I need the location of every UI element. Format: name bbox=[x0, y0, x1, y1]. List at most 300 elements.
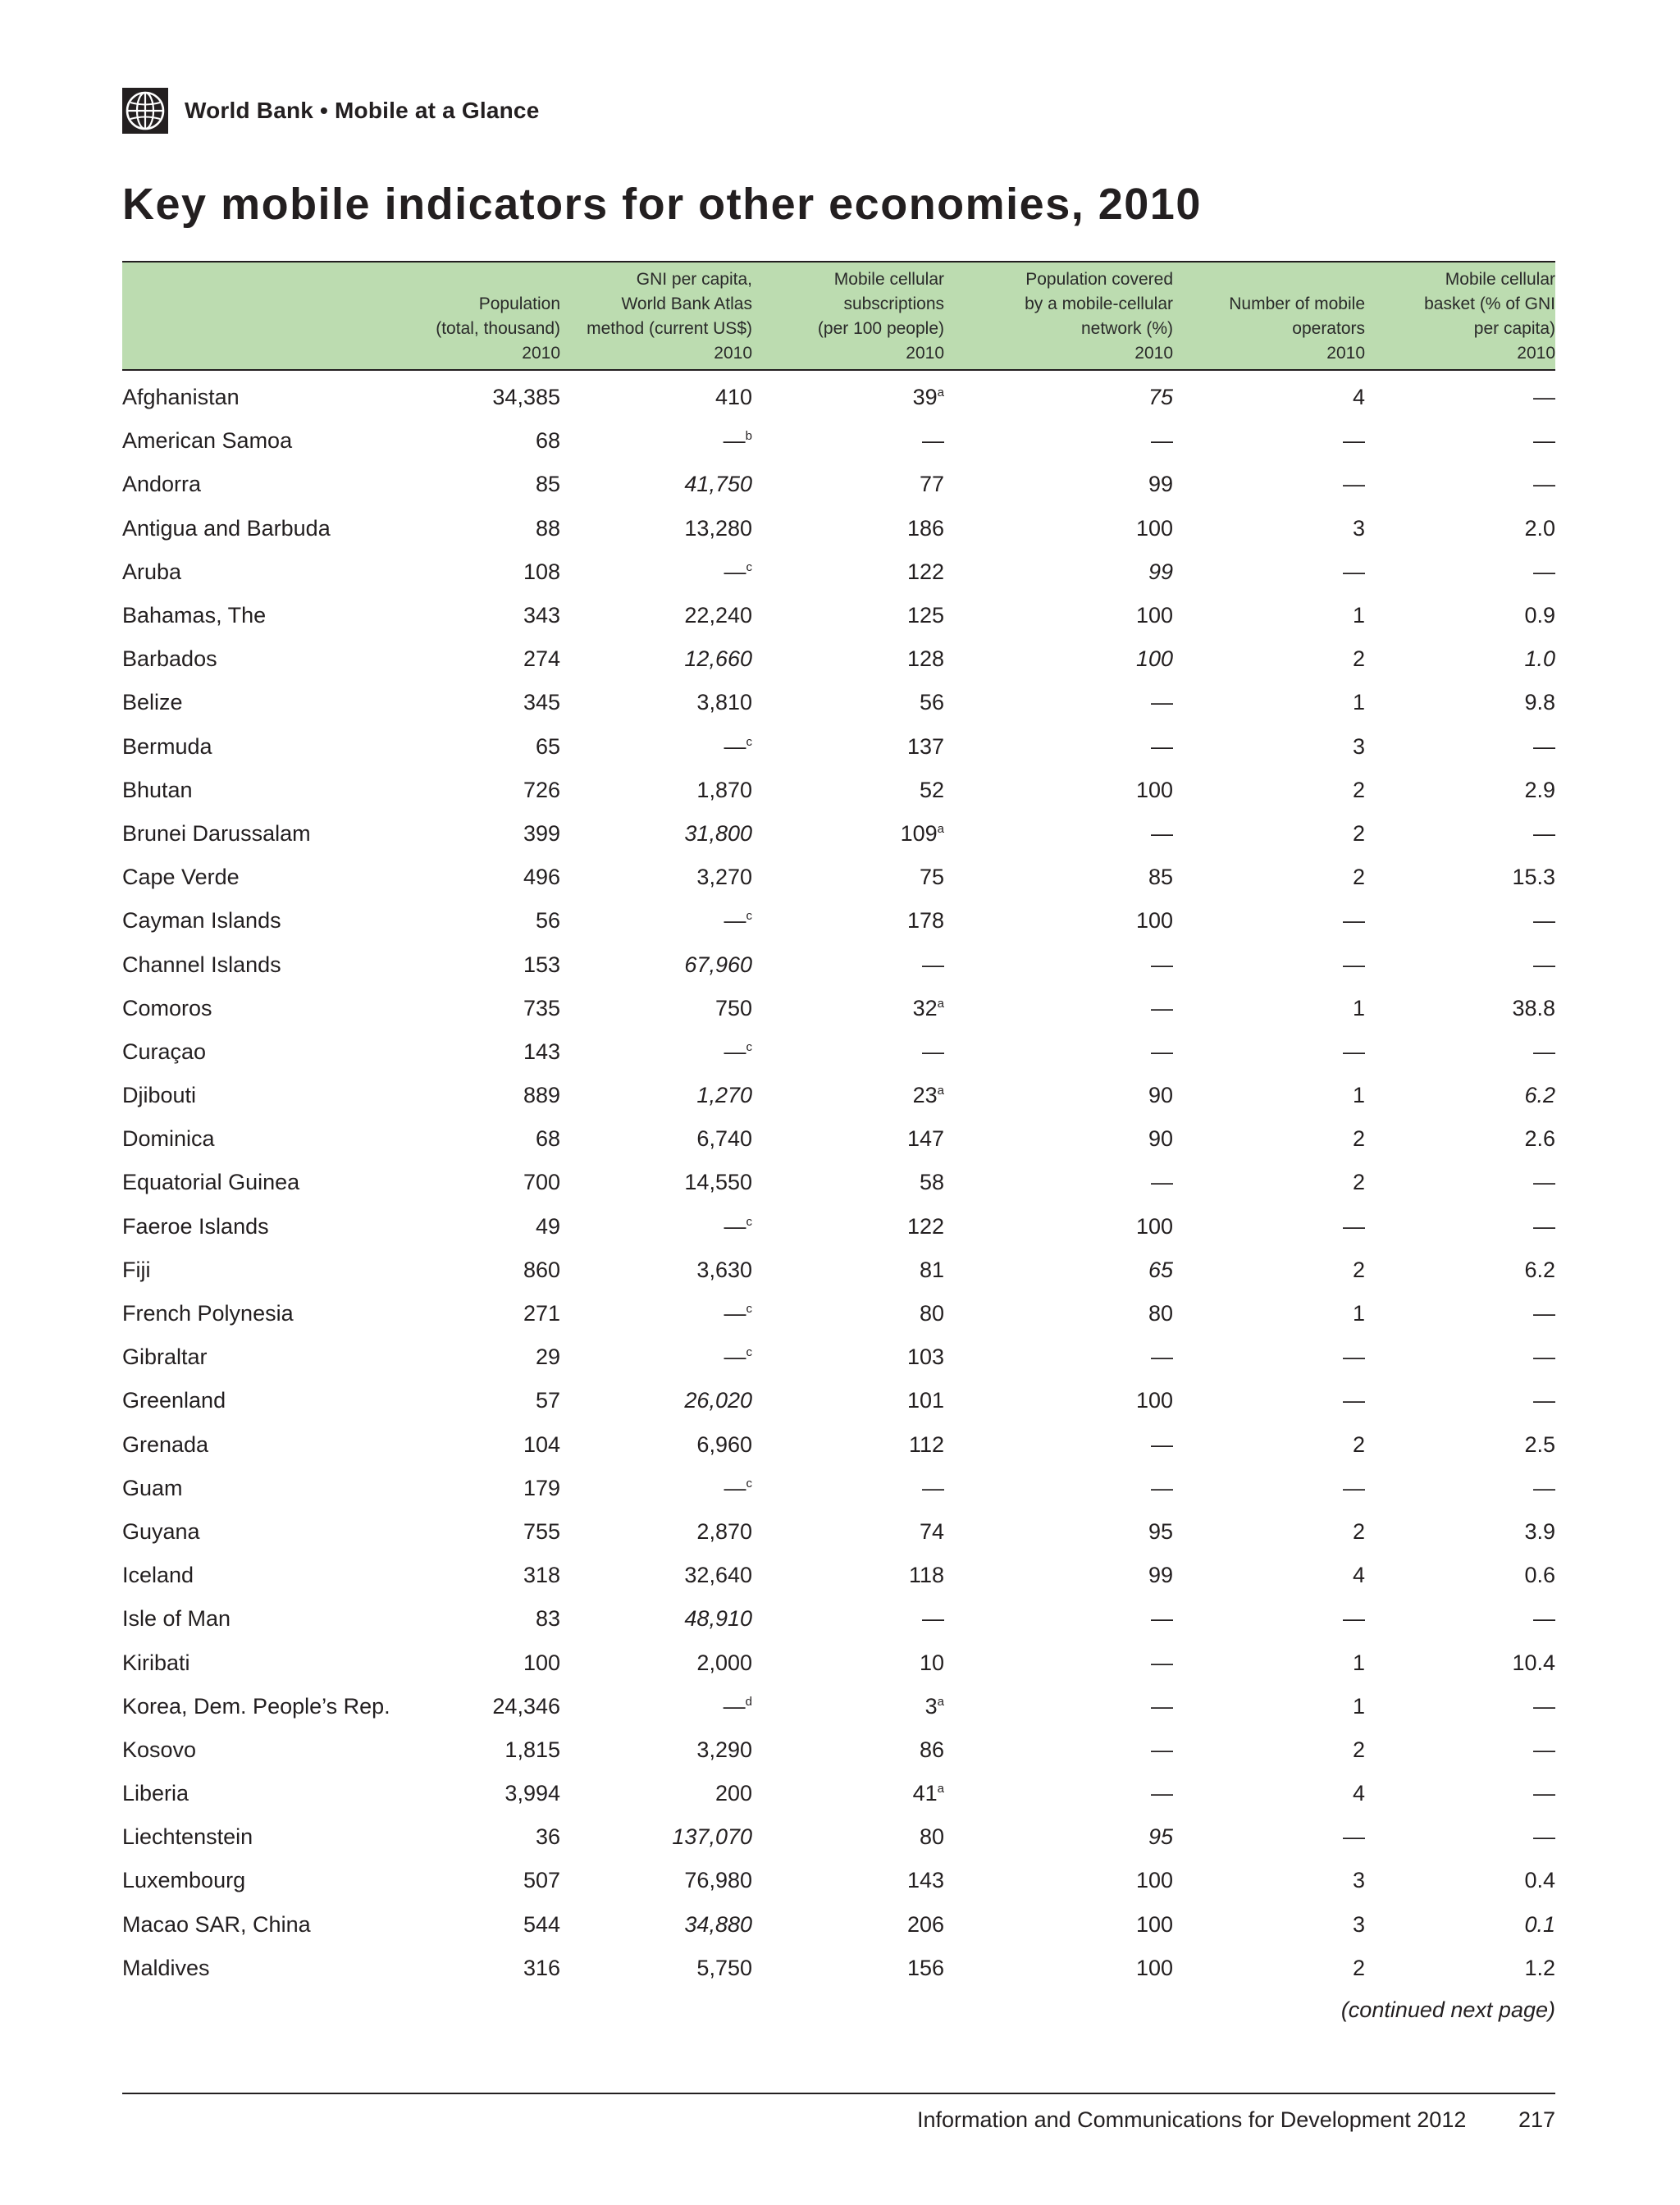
cell-network-coverage: 80 bbox=[1148, 1301, 1173, 1326]
cell-mobile-operators: — bbox=[1343, 1344, 1365, 1370]
cell-network-coverage: 100 bbox=[1135, 646, 1173, 672]
table-header-row bbox=[122, 262, 1555, 370]
cell-mobile-subscriptions: 143 bbox=[906, 1868, 944, 1893]
cell-population: 700 bbox=[523, 1170, 560, 1195]
cell-network-coverage: 99 bbox=[1148, 1563, 1173, 1588]
cell-economy: Korea, Dem. People’s Rep. bbox=[122, 1693, 390, 1719]
cell-mobile-basket: — bbox=[1533, 1388, 1555, 1413]
cell-mobile-subscriptions: 56 bbox=[919, 690, 944, 715]
cell-gni-per-capita: —$^c$ bbox=[724, 1475, 752, 1500]
cell-network-coverage: — bbox=[1151, 1344, 1173, 1370]
cell-mobile-basket: — bbox=[1533, 1693, 1555, 1719]
table-row bbox=[122, 463, 1555, 506]
cell-mobile-operators: 1 bbox=[1352, 603, 1365, 628]
cell-mobile-subscriptions: 147 bbox=[906, 1126, 944, 1152]
table-row bbox=[122, 1292, 1555, 1335]
cell-gni-per-capita: 3,810 bbox=[696, 690, 752, 715]
cell-economy: Kiribati bbox=[122, 1650, 190, 1675]
cell-population: 496 bbox=[523, 865, 560, 890]
cell-mobile-basket: — bbox=[1533, 1039, 1555, 1064]
cell-network-coverage: — bbox=[1151, 1431, 1173, 1457]
footnote-marker: a bbox=[937, 1084, 944, 1098]
table-row bbox=[122, 419, 1555, 463]
cell-gni-per-capita: 2,000 bbox=[696, 1650, 752, 1675]
column-header-line: Mobile cellular bbox=[1445, 270, 1555, 289]
cell-gni-per-capita: 12,660 bbox=[684, 646, 752, 672]
cell-economy: Macao SAR, China bbox=[122, 1911, 311, 1937]
cell-economy: Faeroe Islands bbox=[122, 1213, 269, 1239]
cell-economy: Equatorial Guinea bbox=[122, 1170, 300, 1195]
cell-mobile-basket: — bbox=[1533, 1213, 1555, 1239]
column-header-line: 2010 bbox=[522, 344, 560, 363]
cell-economy: Guyana bbox=[122, 1518, 200, 1544]
footnote-marker: c bbox=[746, 1214, 752, 1229]
table-row bbox=[122, 594, 1555, 637]
cell-mobile-basket: 0.1 bbox=[1524, 1911, 1555, 1937]
page-title: Key mobile indicators for other economies, 2010 bbox=[122, 180, 1202, 229]
cell-mobile-subscriptions: 3$^a$ bbox=[924, 1693, 944, 1719]
cell-economy: Andorra bbox=[122, 472, 202, 497]
cell-mobile-subscriptions: 80 bbox=[919, 1301, 944, 1326]
column-header-line: Population covered bbox=[1025, 270, 1173, 289]
cell-network-coverage: 100 bbox=[1135, 603, 1173, 628]
cell-population: 274 bbox=[523, 646, 560, 672]
cell-gni-per-capita: 410 bbox=[714, 385, 752, 410]
cell-mobile-basket: — bbox=[1533, 1344, 1555, 1370]
table-row bbox=[122, 769, 1555, 812]
table-row bbox=[122, 1074, 1555, 1117]
cell-network-coverage: — bbox=[1151, 1781, 1173, 1806]
cell-mobile-operators: 2 bbox=[1352, 1737, 1365, 1762]
cell-network-coverage: — bbox=[1151, 428, 1173, 454]
table-row bbox=[122, 812, 1555, 856]
cell-population: 65 bbox=[535, 733, 560, 759]
column-header-line: Mobile cellular bbox=[833, 270, 944, 289]
table-row bbox=[122, 1815, 1555, 1859]
column-header-line: operators bbox=[1292, 319, 1365, 338]
footnote-marker: a bbox=[937, 386, 944, 400]
cell-population: 29 bbox=[535, 1344, 560, 1370]
footer-publication: Information and Communications for Development 2012 bbox=[917, 2107, 1467, 2132]
cell-mobile-basket: — bbox=[1533, 1737, 1555, 1762]
table-row bbox=[122, 899, 1555, 943]
table-row bbox=[122, 987, 1555, 1030]
column-header-line: World Bank Atlas bbox=[621, 294, 752, 313]
cell-population: 316 bbox=[523, 1955, 560, 1980]
cell-economy: Kosovo bbox=[122, 1737, 197, 1762]
cell-network-coverage: — bbox=[1151, 1475, 1173, 1500]
cell-mobile-basket: — bbox=[1533, 1475, 1555, 1500]
cell-population: 108 bbox=[523, 559, 560, 584]
cell-mobile-basket: 1.2 bbox=[1524, 1955, 1555, 1980]
cell-mobile-operators: — bbox=[1343, 1388, 1365, 1413]
cell-mobile-basket: 1.0 bbox=[1524, 646, 1555, 672]
footnote-marker: c bbox=[746, 734, 752, 749]
cell-mobile-basket: — bbox=[1533, 428, 1555, 454]
cell-population: 755 bbox=[523, 1518, 560, 1544]
column-header-mobile-operators bbox=[1173, 262, 1365, 370]
cell-network-coverage: 100 bbox=[1135, 1911, 1173, 1937]
cell-gni-per-capita: —$^b$ bbox=[723, 428, 752, 454]
cell-mobile-subscriptions: 52 bbox=[919, 777, 944, 802]
cell-mobile-operators: 4 bbox=[1352, 1563, 1365, 1588]
cell-population: 49 bbox=[535, 1213, 560, 1239]
cell-mobile-subscriptions: 125 bbox=[906, 603, 944, 628]
cell-gni-per-capita: 26,020 bbox=[684, 1388, 752, 1413]
cell-mobile-basket: 2.5 bbox=[1524, 1431, 1555, 1457]
table-body bbox=[122, 370, 1555, 1990]
cell-economy: Barbados bbox=[122, 646, 217, 672]
cell-mobile-subscriptions: 118 bbox=[908, 1563, 944, 1588]
cell-gni-per-capita: 3,270 bbox=[696, 865, 752, 890]
cell-gni-per-capita: 67,960 bbox=[684, 952, 752, 977]
table-row bbox=[122, 1903, 1555, 1947]
indicators-table bbox=[122, 261, 1555, 1990]
page-number: 217 bbox=[1518, 2107, 1555, 2132]
cell-population: 860 bbox=[523, 1257, 560, 1282]
cell-network-coverage: 100 bbox=[1135, 515, 1173, 541]
cell-economy: Cape Verde bbox=[122, 865, 240, 890]
cell-mobile-operators: 1 bbox=[1352, 1301, 1365, 1326]
cell-economy: Brunei Darussalam bbox=[122, 820, 311, 846]
cell-economy: Bermuda bbox=[122, 733, 212, 759]
cell-population: 68 bbox=[535, 428, 560, 454]
cell-network-coverage: 95 bbox=[1148, 1518, 1173, 1544]
cell-mobile-operators: — bbox=[1343, 1475, 1365, 1500]
footnote-marker: c bbox=[746, 1476, 752, 1491]
column-header-line: (per 100 people) bbox=[817, 319, 944, 338]
cell-mobile-basket: — bbox=[1533, 1606, 1555, 1632]
table-row bbox=[122, 1554, 1555, 1597]
cell-economy: Gibraltar bbox=[122, 1344, 208, 1370]
cell-network-coverage: — bbox=[1151, 995, 1173, 1020]
cell-population: 104 bbox=[523, 1431, 560, 1457]
cell-network-coverage: 85 bbox=[1148, 865, 1173, 890]
cell-economy: Bahamas, The bbox=[122, 603, 267, 628]
cell-gni-per-capita: —$^c$ bbox=[724, 1039, 752, 1064]
cell-economy: Fiji bbox=[122, 1257, 151, 1282]
cell-gni-per-capita: 41,750 bbox=[684, 472, 752, 497]
column-header-line: network (%) bbox=[1080, 319, 1173, 338]
cell-mobile-basket: 10.4 bbox=[1512, 1650, 1555, 1675]
cell-economy: Iceland bbox=[122, 1563, 194, 1588]
cell-gni-per-capita: —$^c$ bbox=[724, 733, 752, 759]
cell-mobile-basket: 0.9 bbox=[1524, 603, 1555, 628]
cell-gni-per-capita: 1,870 bbox=[696, 777, 752, 802]
cell-mobile-basket: 9.8 bbox=[1524, 690, 1555, 715]
cell-mobile-subscriptions: — bbox=[922, 1606, 944, 1632]
cell-gni-per-capita: 1,270 bbox=[696, 1083, 752, 1108]
cell-network-coverage: — bbox=[1151, 1039, 1173, 1064]
cell-population: 153 bbox=[523, 952, 560, 977]
cell-mobile-basket: — bbox=[1533, 472, 1555, 497]
column-header-line: per capita) bbox=[1473, 319, 1555, 338]
cell-economy: Channel Islands bbox=[122, 952, 281, 977]
cell-mobile-operators: 2 bbox=[1352, 1955, 1365, 1980]
cell-network-coverage: — bbox=[1151, 1606, 1173, 1632]
footnote-marker: a bbox=[937, 996, 944, 1011]
cell-economy: Cayman Islands bbox=[122, 908, 281, 934]
cell-network-coverage: — bbox=[1151, 733, 1173, 759]
cell-gni-per-capita: 14,550 bbox=[684, 1170, 752, 1195]
table-row bbox=[122, 1859, 1555, 1902]
cell-network-coverage: — bbox=[1151, 820, 1173, 846]
cell-population: 726 bbox=[523, 777, 560, 802]
column-header-line: method (current US$) bbox=[587, 319, 752, 338]
running-header bbox=[122, 88, 539, 134]
cell-network-coverage: 95 bbox=[1148, 1824, 1173, 1850]
cell-mobile-operators: — bbox=[1343, 1213, 1365, 1239]
footnote-marker: c bbox=[746, 1302, 752, 1317]
cell-population: 36 bbox=[535, 1824, 560, 1850]
cell-gni-per-capita: 48,910 bbox=[684, 1606, 752, 1632]
cell-economy: Curaçao bbox=[122, 1039, 207, 1064]
table-row bbox=[122, 637, 1555, 681]
cell-mobile-subscriptions: 122 bbox=[906, 559, 944, 584]
table-row bbox=[122, 681, 1555, 724]
table-row bbox=[122, 1030, 1555, 1074]
column-header-line: subscriptions bbox=[843, 294, 944, 313]
cell-mobile-basket: 0.4 bbox=[1524, 1868, 1555, 1893]
cell-mobile-subscriptions: 75 bbox=[919, 865, 944, 890]
cell-economy: Maldives bbox=[122, 1955, 210, 1980]
cell-mobile-basket: 15.3 bbox=[1512, 865, 1555, 890]
cell-gni-per-capita: 137,070 bbox=[672, 1824, 752, 1850]
cell-mobile-subscriptions: 101 bbox=[906, 1388, 944, 1413]
cell-mobile-basket: 2.6 bbox=[1524, 1126, 1555, 1152]
cell-mobile-operators: — bbox=[1343, 428, 1365, 454]
table-row bbox=[122, 943, 1555, 986]
cell-economy: Afghanistan bbox=[122, 385, 240, 410]
cell-mobile-operators: — bbox=[1343, 559, 1365, 584]
cell-mobile-subscriptions: 86 bbox=[919, 1737, 944, 1762]
cell-gni-per-capita: 13,280 bbox=[684, 515, 752, 541]
cell-economy: Grenada bbox=[122, 1431, 209, 1457]
cell-mobile-operators: 1 bbox=[1352, 995, 1365, 1020]
cell-mobile-operators: — bbox=[1343, 1039, 1365, 1064]
cell-population: 343 bbox=[523, 603, 560, 628]
cell-mobile-operators: 2 bbox=[1352, 1431, 1365, 1457]
cell-gni-per-capita: 34,880 bbox=[684, 1911, 752, 1937]
cell-economy: Greenland bbox=[122, 1388, 226, 1413]
cell-mobile-basket: — bbox=[1533, 733, 1555, 759]
cell-network-coverage: — bbox=[1151, 1650, 1173, 1675]
cell-mobile-basket: 2.9 bbox=[1524, 777, 1555, 802]
cell-economy: French Polynesia bbox=[122, 1301, 294, 1326]
cell-mobile-subscriptions: 23$^a$ bbox=[912, 1083, 944, 1108]
cell-population: 68 bbox=[535, 1126, 560, 1152]
table-row bbox=[122, 1335, 1555, 1379]
cell-network-coverage: 100 bbox=[1135, 1213, 1173, 1239]
table-row bbox=[122, 370, 1555, 419]
cell-economy: Liechtenstein bbox=[122, 1824, 253, 1850]
cell-mobile-subscriptions: 137 bbox=[906, 733, 944, 759]
table-row bbox=[122, 1772, 1555, 1815]
cell-mobile-basket: 38.8 bbox=[1512, 995, 1555, 1020]
cell-population: 318 bbox=[523, 1563, 560, 1588]
cell-economy: Bhutan bbox=[122, 777, 193, 802]
cell-network-coverage: — bbox=[1151, 1737, 1173, 1762]
cell-network-coverage: 100 bbox=[1135, 1388, 1173, 1413]
footnote-marker: c bbox=[746, 1039, 752, 1054]
column-header-line: Population bbox=[478, 294, 560, 313]
cell-mobile-subscriptions: 74 bbox=[919, 1518, 944, 1544]
cell-network-coverage: — bbox=[1151, 1693, 1173, 1719]
table-row bbox=[122, 1467, 1555, 1510]
column-header-economy bbox=[122, 262, 380, 370]
cell-mobile-operators: 3 bbox=[1352, 515, 1365, 541]
cell-mobile-subscriptions: 81 bbox=[919, 1257, 944, 1282]
footnote-marker: b bbox=[745, 429, 752, 444]
cell-population: 143 bbox=[523, 1039, 560, 1064]
cell-gni-per-capita: 3,290 bbox=[696, 1737, 752, 1762]
cell-mobile-basket: — bbox=[1533, 1781, 1555, 1806]
cell-mobile-operators: 1 bbox=[1352, 1693, 1365, 1719]
column-header-line: 2010 bbox=[1134, 344, 1173, 363]
column-header-population bbox=[380, 262, 560, 370]
cell-population: 507 bbox=[523, 1868, 560, 1893]
cell-gni-per-capita: —$^c$ bbox=[724, 559, 752, 584]
cell-economy: Belize bbox=[122, 690, 183, 715]
cell-mobile-subscriptions: 122 bbox=[906, 1213, 944, 1239]
cell-mobile-operators: — bbox=[1343, 1824, 1365, 1850]
cell-mobile-operators: 2 bbox=[1352, 1126, 1365, 1152]
cell-mobile-operators: 2 bbox=[1352, 1257, 1365, 1282]
cell-mobile-subscriptions: 77 bbox=[919, 472, 944, 497]
cell-economy: American Samoa bbox=[122, 428, 293, 454]
table-row bbox=[122, 550, 1555, 594]
cell-mobile-subscriptions: — bbox=[922, 952, 944, 977]
cell-mobile-operators: — bbox=[1343, 908, 1365, 934]
table-row bbox=[122, 1728, 1555, 1772]
cell-gni-per-capita: 76,980 bbox=[684, 1868, 752, 1893]
cell-population: 24,346 bbox=[492, 1693, 560, 1719]
cell-gni-per-capita: 6,740 bbox=[696, 1126, 752, 1152]
cell-network-coverage: 99 bbox=[1148, 559, 1173, 584]
footnote-marker: a bbox=[937, 1694, 944, 1709]
cell-mobile-subscriptions: 32$^a$ bbox=[912, 995, 944, 1020]
cell-mobile-basket: — bbox=[1533, 385, 1555, 410]
cell-population: 100 bbox=[523, 1650, 560, 1675]
table-row bbox=[122, 725, 1555, 769]
cell-gni-per-capita: 32,640 bbox=[684, 1563, 752, 1588]
cell-mobile-operators: — bbox=[1343, 952, 1365, 977]
cell-population: 1,815 bbox=[504, 1737, 560, 1762]
cell-mobile-operators: — bbox=[1343, 472, 1365, 497]
column-header-line: Number of mobile bbox=[1229, 294, 1365, 313]
cell-mobile-subscriptions: 206 bbox=[906, 1911, 944, 1937]
cell-economy: Dominica bbox=[122, 1126, 215, 1152]
cell-population: 735 bbox=[523, 995, 560, 1020]
cell-mobile-subscriptions: 80 bbox=[919, 1824, 944, 1850]
world-bank-globe-icon bbox=[122, 88, 168, 134]
table-row bbox=[122, 1161, 1555, 1204]
cell-mobile-operators: 1 bbox=[1352, 1650, 1365, 1675]
cell-population: 56 bbox=[535, 908, 560, 934]
cell-mobile-subscriptions: 178 bbox=[906, 908, 944, 934]
cell-population: 889 bbox=[523, 1083, 560, 1108]
column-header-line: 2010 bbox=[714, 344, 752, 363]
table-row bbox=[122, 1205, 1555, 1249]
column-header-line: 2010 bbox=[1326, 344, 1365, 363]
cell-mobile-basket: 0.6 bbox=[1524, 1563, 1555, 1588]
cell-gni-per-capita: 3,630 bbox=[696, 1257, 752, 1282]
table-row bbox=[122, 1117, 1555, 1161]
cell-mobile-subscriptions: 128 bbox=[906, 646, 944, 672]
cell-network-coverage: 100 bbox=[1135, 908, 1173, 934]
cell-economy: Comoros bbox=[122, 995, 212, 1020]
table-row bbox=[122, 1249, 1555, 1292]
cell-network-coverage: — bbox=[1151, 1170, 1173, 1195]
cell-population: 88 bbox=[535, 515, 560, 541]
footnote-marker: a bbox=[937, 1782, 944, 1796]
footnote-marker: c bbox=[746, 909, 752, 924]
cell-population: 3,994 bbox=[504, 1781, 560, 1806]
cell-population: 399 bbox=[523, 820, 560, 846]
cell-mobile-subscriptions: 156 bbox=[906, 1955, 944, 1980]
cell-mobile-basket: 6.2 bbox=[1524, 1257, 1555, 1282]
cell-population: 57 bbox=[535, 1388, 560, 1413]
cell-mobile-subscriptions: — bbox=[922, 1475, 944, 1500]
cell-network-coverage: 100 bbox=[1135, 1868, 1173, 1893]
running-header-text: World Bank • Mobile at a Glance bbox=[185, 98, 540, 123]
cell-mobile-operators: 2 bbox=[1352, 865, 1365, 890]
cell-mobile-operators: 1 bbox=[1352, 690, 1365, 715]
cell-mobile-subscriptions: 109$^a$ bbox=[900, 820, 944, 846]
cell-gni-per-capita: 22,240 bbox=[684, 603, 752, 628]
cell-population: 179 bbox=[523, 1475, 560, 1500]
footnote-marker: d bbox=[745, 1694, 752, 1709]
table-row bbox=[122, 856, 1555, 899]
cell-network-coverage: 100 bbox=[1135, 777, 1173, 802]
cell-mobile-basket: — bbox=[1533, 1301, 1555, 1326]
cell-mobile-operators: 3 bbox=[1352, 733, 1365, 759]
cell-mobile-operators: 1 bbox=[1352, 1083, 1365, 1108]
cell-gni-per-capita: 5,750 bbox=[696, 1955, 752, 1980]
column-header-line: GNI per capita, bbox=[636, 270, 752, 289]
cell-mobile-subscriptions: — bbox=[922, 1039, 944, 1064]
column-header-gni-per-capita bbox=[560, 262, 752, 370]
cell-gni-per-capita: 2,870 bbox=[696, 1518, 752, 1544]
cell-population: 544 bbox=[523, 1911, 560, 1937]
cell-network-coverage: 99 bbox=[1148, 472, 1173, 497]
cell-mobile-operators: 3 bbox=[1352, 1911, 1365, 1937]
cell-mobile-subscriptions: 10 bbox=[919, 1650, 944, 1675]
cell-mobile-subscriptions: 58 bbox=[919, 1170, 944, 1195]
cell-mobile-operators: — bbox=[1343, 1606, 1365, 1632]
cell-network-coverage: — bbox=[1151, 952, 1173, 977]
cell-mobile-basket: — bbox=[1533, 559, 1555, 584]
cell-economy: Luxembourg bbox=[122, 1868, 246, 1893]
cell-network-coverage: 65 bbox=[1148, 1257, 1173, 1282]
cell-mobile-operators: 4 bbox=[1352, 385, 1365, 410]
cell-gni-per-capita: —$^c$ bbox=[724, 908, 752, 934]
cell-economy: Aruba bbox=[122, 559, 182, 584]
column-header-mobile-subscriptions bbox=[752, 262, 944, 370]
cell-mobile-operators: 2 bbox=[1352, 646, 1365, 672]
table-row bbox=[122, 1597, 1555, 1641]
cell-mobile-operators: 2 bbox=[1352, 777, 1365, 802]
cell-population: 83 bbox=[535, 1606, 560, 1632]
table-row bbox=[122, 507, 1555, 550]
cell-gni-per-capita: 200 bbox=[714, 1781, 752, 1806]
column-header-line: basket (% of GNI bbox=[1424, 294, 1555, 313]
cell-mobile-operators: 2 bbox=[1352, 1518, 1365, 1544]
cell-mobile-operators: 2 bbox=[1352, 820, 1365, 846]
cell-gni-per-capita: —$^d$ bbox=[723, 1693, 752, 1719]
table-row bbox=[122, 1379, 1555, 1422]
column-header-line: 2010 bbox=[1517, 344, 1555, 363]
